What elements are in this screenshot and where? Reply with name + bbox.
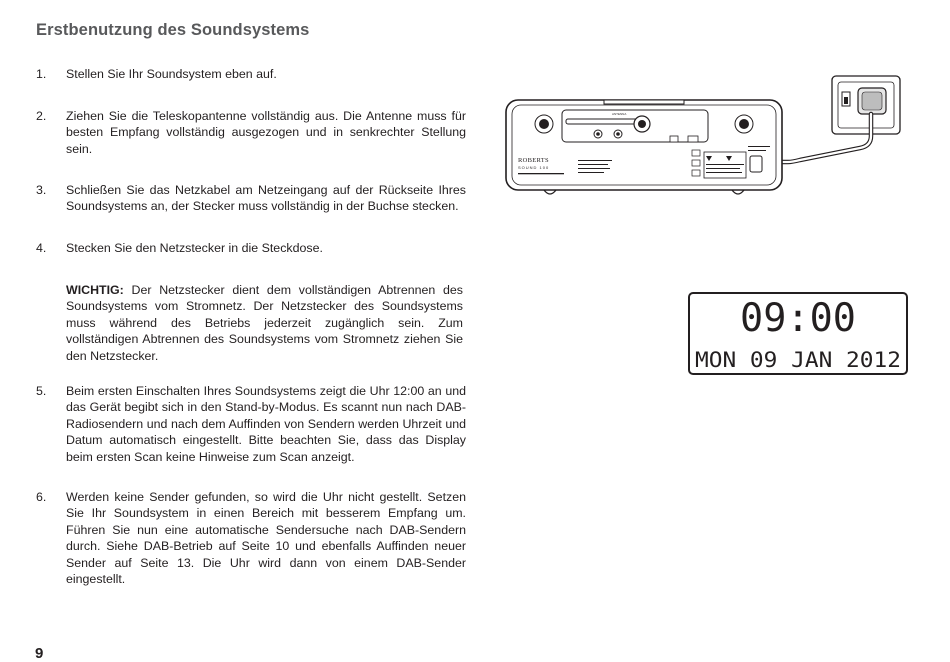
warning-note [66,282,463,364]
step-number: 3. [36,183,47,197]
model-name: SOUND 100 [518,165,550,170]
step-text: Stecken Sie den Netzstecker in die Steckdose. [66,241,323,255]
page-number: 9 [35,645,44,662]
lcd-time: 09:00 [740,296,856,341]
step-text: Stellen Sie Ihr Soundsystem eben auf. [66,67,277,81]
warning-label: WICHTIG: [66,283,124,297]
step-text: Schließen Sie das Netzkabel am Netzeingang auf der Rückseite Ihres Soundsystems an, der Stecker muss vollständig in der Buchse stecken. [66,183,466,214]
step-text: Werden keine Sender gefunden, so wird die Uhr nicht gestellt. Setzen Sie Ihr Soundsystem in einen Bereich mit besserem Empfang um. Führen Sie nun eine automatische Sendersuche nach DAB-Sendern durch. Siehe DAB-Betrieb auf Seite 10 und ebenfalls Auffinden neuer Sender auf Seite 13. Die Uhr wird dann von einem DAB-Sender eingestellt. [66,490,466,587]
step-number: 6. [36,490,47,504]
lcd-date: MON 09 JAN 2012 [695,348,901,372]
step-6 [36,489,466,587]
step-number: 4. [36,241,47,255]
step-number: 1. [36,67,47,81]
step-4 [36,240,466,256]
step-1 [36,66,466,82]
step-number: 2. [36,109,47,123]
speaker-screw-right [735,115,753,133]
page-title: Erstbenutzung des Soundsystems [36,21,310,39]
svg-text:ANTENNA: ANTENNA [612,112,627,116]
speaker-screw-left [535,115,553,133]
step-2 [36,108,466,157]
step-3 [36,182,466,215]
step-text: Ziehen Sie die Teleskopantenne vollständig aus. Die Antenne muss für besten Empfang vollständig ausgezogen und in senkrechter Stellung sein. [66,109,466,156]
step-5 [36,383,466,465]
lcd-readout [690,294,906,373]
radio-rear-illustration [500,72,910,212]
step-text: Beim ersten Einschalten Ihres Soundsystems zeigt die Uhr 12:00 an und das Gerät begibt sich in den Stand-by-Modus. Es scannt nun nach DAB-Radiosendern und nach dem Auffinden von Sendern werden Uhrzeit und Datum automatisch eingestellt. Bitte beachten Sie, dass das Display beim ersten Scan keine Hinweise zum Scan anzeigt. [66,384,466,464]
brand-logo: ROBERTS [518,157,549,164]
warning-text: Der Netzstecker dient dem vollständigen Abtrennen des Soundsystems vom Stromnetz. Der Netzstecker des Soundsystems muss während des Betriebs jederzeit zugänglich sein. Zum vollständigen Abtrennen des Soundsystems vom Stromnetz ziehen Sie den Netzstecker. [66,283,463,363]
step-number: 5. [36,384,47,398]
lcd-display [688,292,908,375]
